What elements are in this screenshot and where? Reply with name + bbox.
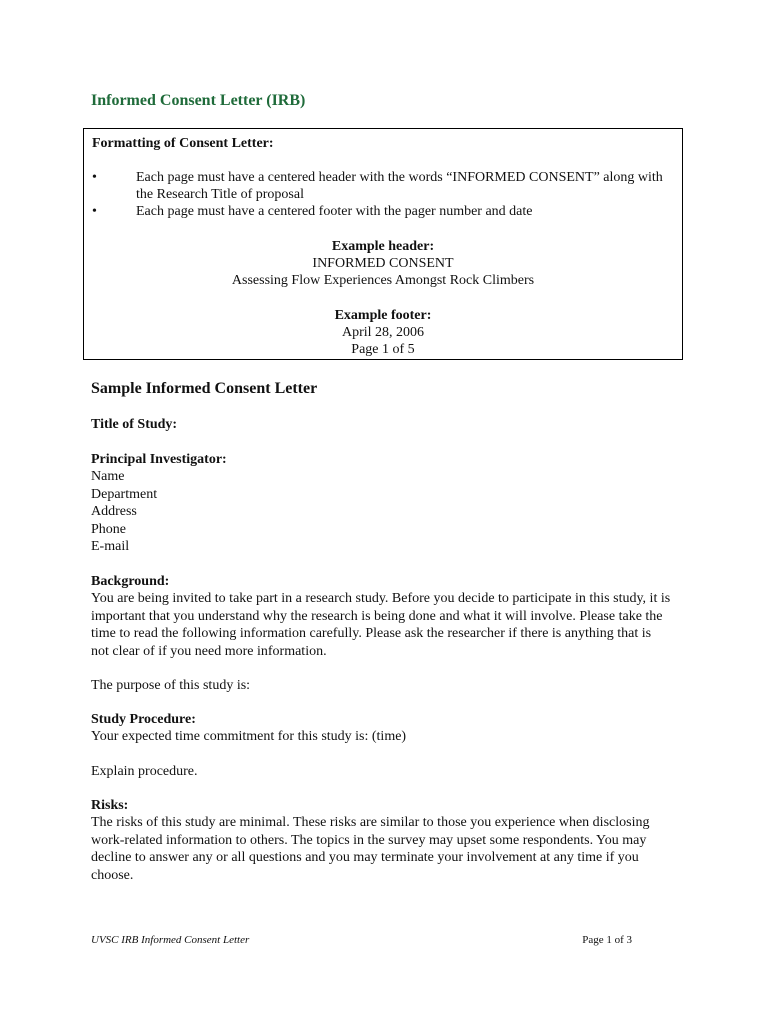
bullet-text: Each page must have a centered footer with the pager number and date — [136, 204, 533, 219]
purpose-text: The purpose of this study is: — [91, 678, 251, 693]
formatting-instructions-box — [83, 128, 683, 360]
example-header-line1: INFORMED CONSENT — [312, 256, 454, 271]
risks-text: The risks of this study are minimal. These risks are similar to those you experience when disclosing work-related information to others. The topics in the survey may upset some respondents. You may decline to answer any or all questions and you may terminate your involvement at any time if you choose. — [91, 815, 650, 883]
example-header-line2: Assessing Flow Experiences Amongst Rock Climbers — [231, 273, 535, 288]
example-footer-label: Example footer: — [334, 308, 432, 323]
example-footer-line1: April 28, 2006 — [341, 325, 425, 340]
example-header — [84, 238, 682, 289]
bullet-icon: • — [92, 204, 97, 219]
page-number: Page 1 of 3 — [582, 934, 632, 946]
pi-label: Principal Investigator: — [91, 452, 227, 467]
pi-field-email: E-mail — [91, 539, 130, 555]
background-text: You are being invited to take part in a research study. Before you decide to participate in this study, it is important that you understand why the research is being done and what it will involve. Please take the time to read the following information carefully. Please ask the researcher if there is anything that is not clear of if you need more information. — [91, 591, 671, 659]
pi-field-department: Department — [91, 486, 158, 502]
pi-field-address: Address — [91, 504, 137, 520]
box-heading: Formatting of Consent Letter: — [92, 136, 274, 151]
document-title: Informed Consent Letter (IRB) — [91, 92, 306, 109]
study-procedure-section — [91, 711, 671, 746]
risks-label: Risks: — [91, 798, 129, 813]
list-item — [84, 169, 682, 203]
sample-letter-title: Sample Informed Consent Letter — [91, 380, 318, 397]
list-item — [84, 203, 682, 220]
principal-investigator-section — [91, 451, 671, 555]
pi-field-phone: Phone — [91, 521, 126, 537]
pi-field-name: Name — [91, 469, 125, 485]
example-header-label: Example header: — [331, 239, 435, 254]
risks-section — [91, 797, 671, 884]
title-of-study-label: Title of Study: — [91, 417, 178, 432]
example-footer-line2: Page 1 of 5 — [351, 342, 415, 357]
bullet-text: Each page must have a centered header with the words “INFORMED CONSENT” along with the Research Title of proposal — [136, 170, 663, 202]
procedure-text: Your expected time commitment for this study is: (time) — [91, 729, 407, 745]
bullet-icon: • — [92, 170, 97, 185]
background-section — [91, 573, 671, 660]
formatting-bullet-list — [84, 169, 682, 220]
background-label: Background: — [91, 574, 170, 589]
procedure-label: Study Procedure: — [91, 712, 196, 727]
explain-procedure-text: Explain procedure. — [91, 764, 198, 779]
page-footer-title: UVSC IRB Informed Consent Letter — [91, 934, 250, 946]
example-footer — [84, 307, 682, 358]
